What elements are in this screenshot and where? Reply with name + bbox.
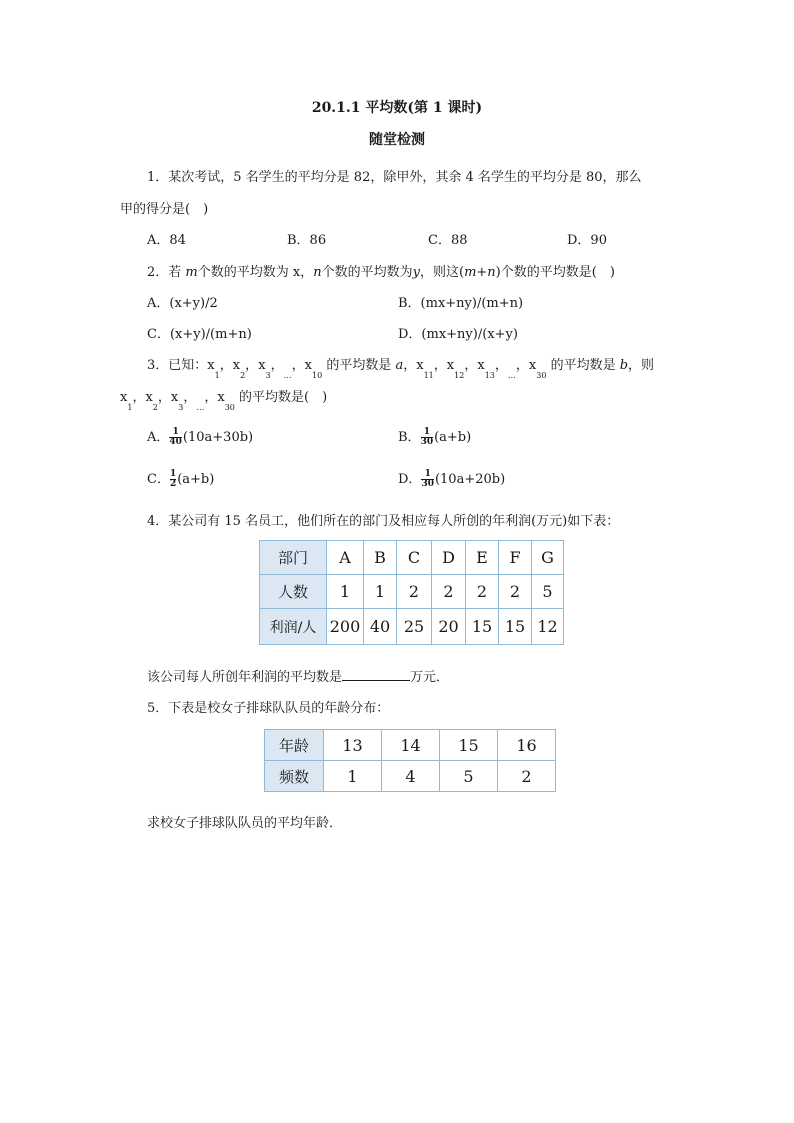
- q4-answer-line: [147, 666, 449, 685]
- q3-line1: [147, 354, 655, 380]
- q3-sub2b: 2: [152, 403, 158, 412]
- q2-var-m: m: [185, 265, 198, 280]
- q3-optA-fraction: [169, 428, 182, 447]
- q3-line2: [120, 386, 328, 412]
- table-cell: 2: [397, 575, 432, 609]
- q3-comma: ，: [270, 358, 284, 373]
- q2-text-2: 个数的平均数为: [197, 265, 293, 280]
- table-cell: 2: [498, 761, 556, 792]
- q3-sub1b: 1: [127, 403, 133, 412]
- q3-sub12: 12: [454, 371, 465, 380]
- table-cell: A: [327, 541, 364, 575]
- q3-comma: ，: [291, 358, 305, 373]
- q3-x12: x: [446, 358, 455, 373]
- q3-option-b: [398, 426, 471, 447]
- q3-option-c: [147, 468, 214, 489]
- q3-comma: ，: [245, 358, 259, 373]
- table-cell: 15: [466, 609, 499, 645]
- q5-ask: 求校女子排球队队员的平均年龄．: [147, 816, 343, 831]
- q3-var-b: b: [619, 358, 629, 373]
- q3-x30b: x: [217, 390, 225, 405]
- table-cell: 16: [498, 730, 556, 761]
- q3-optD-expr: (10a+20b): [434, 472, 506, 487]
- q2-var-y: y: [412, 265, 420, 280]
- q2-text-6: )个数的平均数是( ): [495, 265, 615, 280]
- q3-optA-label: A．: [147, 430, 170, 445]
- q3-optC-label: C．: [147, 472, 170, 487]
- q3-comma: ，: [132, 390, 146, 405]
- q3-dots: …: [507, 371, 516, 380]
- q3-comma: ，: [464, 358, 478, 373]
- q2-var-m2: m: [464, 265, 477, 280]
- q3-x10: x: [304, 358, 312, 373]
- table-cell: G: [532, 541, 564, 575]
- q3-comma: ，: [183, 390, 197, 405]
- q3-sub13: 13: [484, 371, 495, 380]
- table-cell: 部门: [260, 541, 327, 575]
- table-cell: 5: [532, 575, 564, 609]
- table-cell: 1: [327, 575, 364, 609]
- q3-x2b: x: [145, 390, 153, 405]
- q3-sub30b: 30: [224, 403, 235, 412]
- q3-var-a: a: [395, 358, 404, 373]
- table-cell: 2: [466, 575, 499, 609]
- q3-optC-expr: (a+b): [177, 472, 215, 487]
- table-cell: 2: [499, 575, 532, 609]
- q2-option-d: D．(mx+ny)/(x+y): [398, 327, 518, 342]
- q1-option-d: D．90: [567, 233, 607, 248]
- q3-optB-expr: (a+b): [434, 430, 472, 445]
- q3-tail2: 的平均数是( ): [239, 390, 328, 405]
- table-row: [260, 541, 564, 575]
- q3-dotsb: …: [196, 403, 205, 412]
- table-cell: 4: [382, 761, 440, 792]
- table-cell: 5: [440, 761, 498, 792]
- q3-sub30: 30: [536, 371, 547, 380]
- q2-option-c: C．(x+y)/(m+n): [147, 327, 252, 342]
- q3-x13: x: [477, 358, 485, 373]
- table-row: [260, 575, 564, 609]
- frac-den: 30: [421, 479, 434, 489]
- frac-num: 1: [423, 427, 430, 437]
- q3-sub1: 1: [214, 371, 220, 380]
- q4-profit-table: [259, 540, 564, 645]
- q2-option-a: A．(x+y)/2: [147, 296, 218, 311]
- q2-text-1: 2．若: [147, 265, 186, 280]
- frac-den: 30: [420, 437, 434, 447]
- q3-dots: …: [283, 371, 292, 380]
- q3-comma: ，: [157, 390, 171, 405]
- q2-var-n2: n: [487, 265, 496, 280]
- table-cell: 25: [397, 609, 432, 645]
- table-cell: 40: [364, 609, 397, 645]
- table-cell: 利润/人: [260, 609, 327, 645]
- q2-option-b: B．(mx+ny)/(m+n): [398, 296, 524, 311]
- table-cell: 频数: [265, 761, 324, 792]
- q3-x3: x: [258, 358, 266, 373]
- q3-optB-fraction: [421, 428, 434, 447]
- q3-sub11: 11: [423, 371, 434, 380]
- q3-mid2: 的平均数是: [550, 358, 620, 373]
- q1-option-b: B．86: [287, 233, 327, 248]
- q1-line1: 1．某次考试，5 名学生的平均分是 82，除甲外，其余 4 名学生的平均分是 80，那么: [147, 170, 642, 185]
- table-cell: 15: [499, 609, 532, 645]
- q3-x1: x: [207, 358, 215, 373]
- table-cell: 人数: [260, 575, 327, 609]
- q4-stem: 4．某公司有 15 名员工，他们所在的部门及相应每人所创的年利润(万元)如下表：: [147, 514, 620, 529]
- table-cell: 13: [324, 730, 382, 761]
- table-cell: E: [466, 541, 499, 575]
- q2-stem: [147, 261, 615, 280]
- q3-comma: ，: [433, 358, 447, 373]
- q3-x2: x: [232, 358, 241, 373]
- q3-optA-expr: (10a+30b): [182, 430, 254, 445]
- q2-plus: +: [476, 265, 488, 280]
- page-subtitle: 随堂检测: [369, 132, 425, 148]
- frac-num: 1: [169, 469, 177, 479]
- q3-option-d: [398, 468, 505, 489]
- table-cell: 14: [382, 730, 440, 761]
- table-cell: D: [432, 541, 466, 575]
- q3-comma: ，: [515, 358, 529, 373]
- table-cell: 1: [324, 761, 382, 792]
- q2-text-3: ，: [300, 265, 314, 280]
- q3-option-a: [147, 426, 253, 447]
- frac-den: 2: [169, 479, 177, 489]
- q3-sub10: 10: [312, 371, 323, 380]
- q1-line2: 甲的得分是( ): [120, 202, 209, 217]
- q2-text-5: ，则这(: [419, 265, 465, 280]
- frac-den: 40: [169, 437, 182, 447]
- answer-blank[interactable]: [342, 668, 410, 681]
- table-cell: 20: [432, 609, 466, 645]
- q4-answer-suffix: 万元．: [410, 670, 450, 685]
- table-cell: 15: [440, 730, 498, 761]
- q3-sub2: 2: [240, 371, 246, 380]
- q3-sub3b: 3: [178, 403, 184, 412]
- q1-option-a: A．84: [147, 233, 186, 248]
- q3-x1b: x: [120, 390, 128, 405]
- q3-lead: 3．已知：: [147, 358, 208, 373]
- q3-tail1: ，则: [628, 358, 655, 373]
- table-cell: 200: [327, 609, 364, 645]
- frac-num: 1: [424, 469, 431, 479]
- q3-sub3: 3: [265, 371, 271, 380]
- q3-optD-fraction: [421, 470, 434, 489]
- q3-optD-label: D．: [398, 472, 422, 487]
- q2-text-4: 个数的平均数为: [321, 265, 413, 280]
- q3-x3b: x: [170, 390, 179, 405]
- table-cell: 12: [532, 609, 564, 645]
- q3-comma: ，: [219, 358, 233, 373]
- table-cell: 2: [432, 575, 466, 609]
- q4-answer-prefix: 该公司每人所创年利润的平均数是: [147, 670, 343, 685]
- table-row: [260, 609, 564, 645]
- q3-x11: x: [416, 358, 424, 373]
- table-row: [265, 730, 556, 761]
- q3-x30: x: [528, 358, 537, 373]
- table-cell: F: [499, 541, 532, 575]
- q3-mid1: 的平均数是: [326, 358, 396, 373]
- q3-comma: ，: [403, 358, 417, 373]
- table-cell: 年龄: [265, 730, 324, 761]
- q3-optC-fraction: [170, 470, 176, 489]
- q1-option-c: C．88: [428, 233, 468, 248]
- q3-optB-label: B．: [398, 430, 421, 445]
- frac-num: 1: [172, 427, 179, 437]
- q2-var-x: x: [292, 265, 301, 280]
- q2-var-n: n: [313, 265, 322, 280]
- table-cell: B: [364, 541, 397, 575]
- q3-comma: ，: [494, 358, 508, 373]
- q3-comma: ，: [204, 390, 218, 405]
- q5-stem: 5．下表是校女子排球队队员的年龄分布：: [147, 701, 390, 716]
- table-cell: 1: [364, 575, 397, 609]
- table-row: [265, 761, 556, 792]
- q5-age-table: [264, 729, 556, 792]
- page-title: 20.1.1 平均数(第 1 课时): [311, 100, 483, 116]
- table-cell: C: [397, 541, 432, 575]
